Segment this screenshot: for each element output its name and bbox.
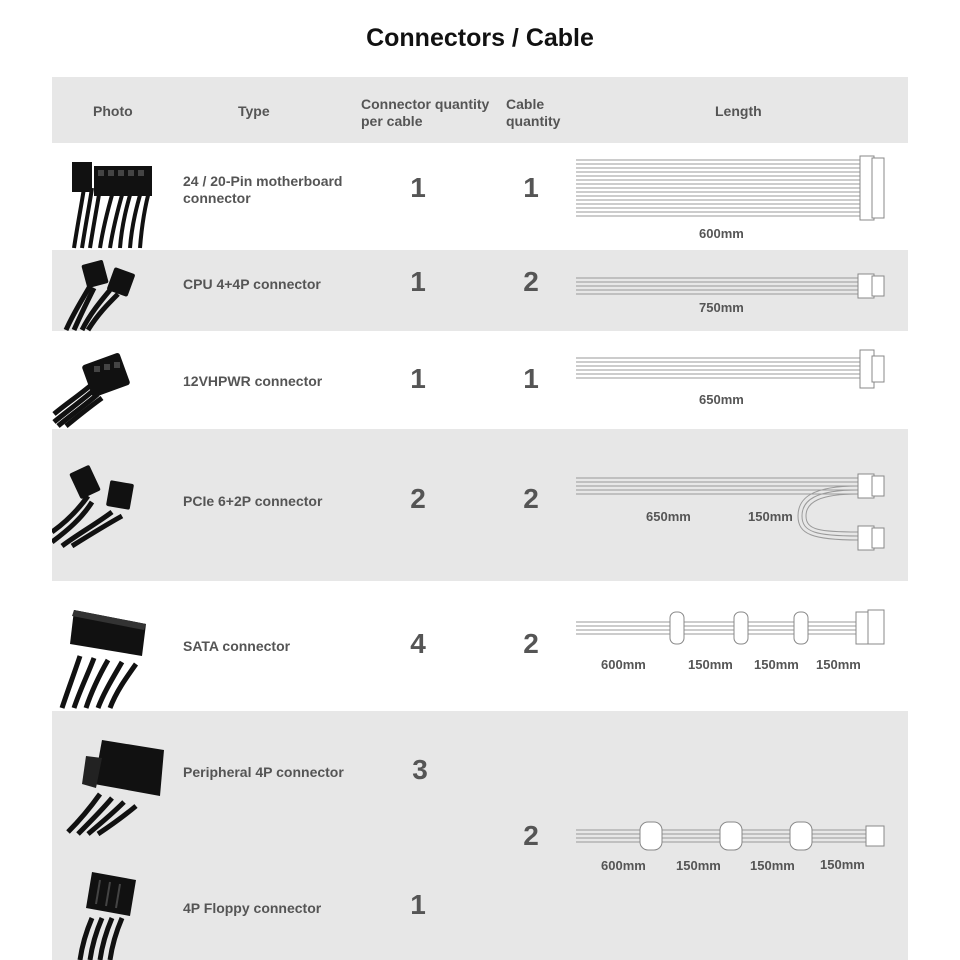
length-peripheral-main: 600mm — [601, 858, 646, 873]
type-sata: SATA connector — [183, 638, 291, 654]
type-floppy: 4P Floppy connector — [183, 900, 322, 916]
length-peripheral-branch-1: 150mm — [676, 858, 721, 873]
connector-qty-peripheral: 3 — [412, 754, 428, 785]
cpu-connector-photo — [60, 256, 140, 332]
length-sata-branch-3: 150mm — [816, 657, 861, 672]
header-cable-qty-line2: quantity — [506, 113, 561, 129]
connector-qty-cpu: 1 — [410, 266, 426, 297]
connector-qty-sata: 4 — [410, 628, 426, 659]
connector-qty-pcie: 2 — [410, 483, 426, 514]
length-sata-branch-1: 150mm — [688, 657, 733, 672]
motherboard-cable-diagram — [576, 154, 888, 226]
floppy-connector-photo — [72, 866, 152, 960]
type-peripheral: Peripheral 4P connector — [183, 764, 344, 780]
type-motherboard-line2: connector — [183, 190, 251, 206]
connector-qty-motherboard: 1 — [410, 172, 426, 203]
type-motherboard — [183, 173, 342, 207]
pcie-connector-photo — [52, 462, 142, 548]
connector-qty-floppy: 1 — [410, 889, 426, 920]
length-peripheral-branch-2: 150mm — [750, 858, 795, 873]
cable-qty-sata: 2 — [523, 628, 539, 659]
type-cpu: CPU 4+4P connector — [183, 276, 321, 292]
peripheral-connector-photo — [64, 732, 168, 836]
length-peripheral-branch-3: 150mm — [820, 857, 865, 872]
header-connector-qty — [361, 96, 489, 130]
cpu-cable-diagram — [576, 272, 888, 300]
page-title: Connectors / Cable — [366, 24, 594, 52]
header-cable-qty — [506, 96, 560, 130]
motherboard-connector-photo — [62, 152, 162, 250]
length-motherboard: 600mm — [699, 226, 744, 241]
type-pcie: PCIe 6+2P connector — [183, 493, 323, 509]
length-sata-branch-2: 150mm — [754, 657, 799, 672]
header-connector-qty-line1: Connector quantity — [361, 96, 490, 112]
12vhpwr-cable-diagram — [576, 348, 888, 390]
length-sata-main: 600mm — [601, 657, 646, 672]
cable-qty-12vhpwr: 1 — [523, 363, 539, 394]
cable-qty-cpu: 2 — [523, 266, 539, 297]
connector-qty-12vhpwr: 1 — [410, 363, 426, 394]
length-12vhpwr: 650mm — [699, 392, 744, 407]
cable-qty-peripheral: 2 — [523, 820, 539, 851]
header-connector-qty-line2: per cable — [361, 113, 423, 129]
type-motherboard-line1: 24 / 20-Pin motherboard — [183, 173, 343, 189]
type-12vhpwr: 12VHPWR connector — [183, 373, 323, 389]
sata-cable-diagram — [576, 608, 888, 648]
12vhpwr-connector-photo — [52, 352, 132, 428]
length-pcie-branch: 150mm — [748, 509, 793, 524]
peripheral-cable-diagram — [576, 818, 888, 854]
cable-qty-motherboard: 1 — [523, 172, 539, 203]
header-photo: Photo — [93, 103, 133, 119]
length-cpu: 750mm — [699, 300, 744, 315]
length-pcie-main: 650mm — [646, 509, 691, 524]
header-cable-qty-line1: Cable — [506, 96, 545, 112]
header-type: Type — [238, 103, 270, 119]
cable-qty-pcie: 2 — [523, 483, 539, 514]
pcie-cable-diagram — [576, 470, 888, 554]
header-length: Length — [715, 103, 762, 119]
sata-connector-photo — [58, 604, 152, 710]
